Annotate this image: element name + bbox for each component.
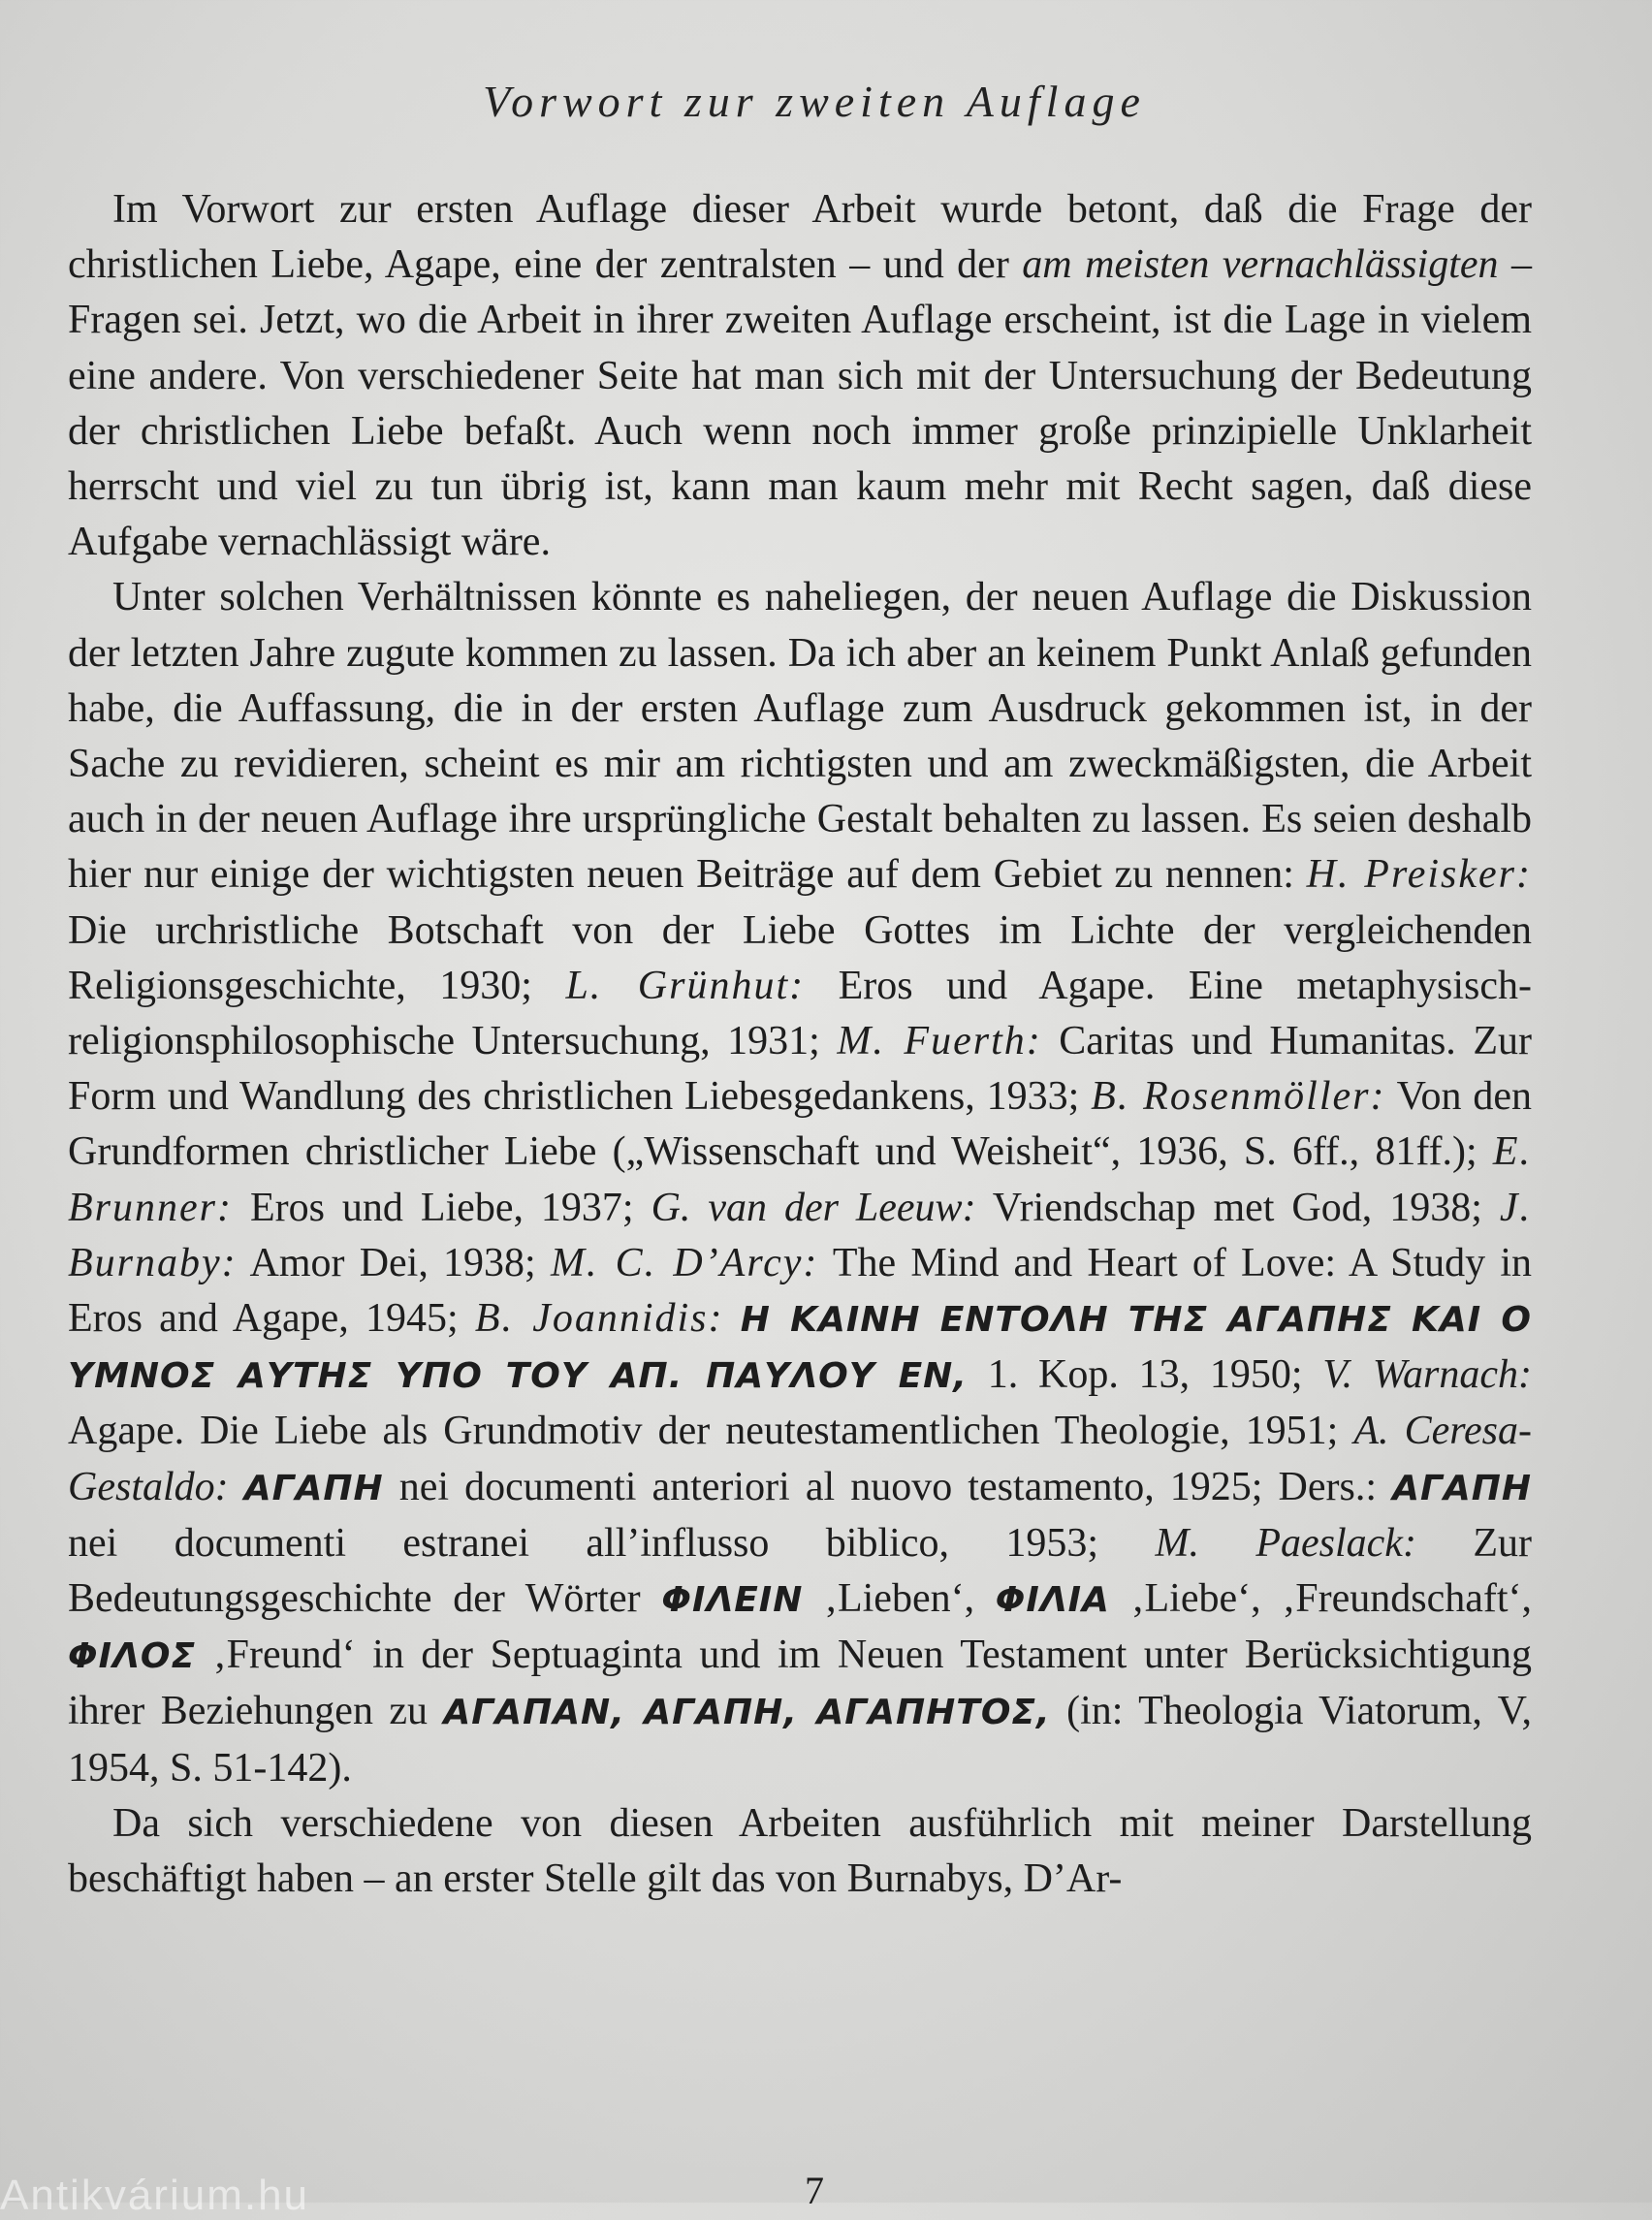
citation-text: Caritas und Humanitas. Zur Form und Wandlung des christlichen Liebesgedankens, 1933; [68,1019,1532,1120]
citation-text: The Mind and Heart of Love: A Study in Eros and Agape, 1945; [68,1240,1533,1342]
paragraph-3: Da sich verschiedene von diesen Arbeiten ausführlich mit meiner Darstellung beschäftigt haben – an erster Stelle gilt das von Burnabys, D’Ar- [68,1800,1532,1902]
author-name: M. C. D’Arcy: [550,1240,819,1285]
text-run: – Fragen sei. Jetzt, wo die Arbeit in ihrer zweiten Auflage erscheint, ist die Lage in vielem eine andere. Von verschiedener Seite hat man sich mit der Untersuchung der Bedeutung der christlichen Liebe befaßt. Auch wenn noch immer große prinzipielle Unklarheit herrscht und viel zu tun übrig ist, kann man kaum mehr mit Recht sagen, daß diese Aufgabe vernachlässigt wäre. [68,242,1532,565]
paragraph-2 [68,570,1532,1795]
greek-word: ΑΓΑΠΗ [243,1468,384,1508]
citation-text: Eros und Agape. Eine metaphysisch-religionsphilosophische Untersuchung, 1931; [68,963,1532,1064]
paragraph-1 [68,182,1532,570]
citation-text: Eros und Liebe, 1937; [232,1185,651,1230]
text-run: Unter solchen Verhältnissen könnte es naheliegen, der neuen Auflage die Diskussion der letzten Jahre zugute kommen zu lassen. Da ich aber an keinem Punkt Anlaß gefunden habe, die Auffassung, die in der ersten Auflage zum Ausdruck gekommen ist, in der Sache zu revidieren, scheint es mir am richtigsten und am zweckmäßigsten, die Arbeit auch in der neuen Auflage ihre ursprüngliche Gestalt behalten zu lassen. Es seien deshalb hier nur einige der wichtigsten neuen Beiträge auf dem Gebiet zu nennen: [68,575,1532,898]
author-name: L. Grünhut: [565,963,806,1008]
citation-text: (in: Theologia Viatorum, V, 1954, S. 51-142). [68,1689,1532,1791]
page-heading: Vorwort zur zweiten Auflage [483,77,1146,126]
author-name: M. Paeslack: [1155,1520,1416,1566]
author-name: B. Joannidis: [474,1296,724,1342]
text-run: Im Vorwort zur ersten Auflage dieser Arbeit wurde betont, daß die Frage der christlichen Liebe, Agape, eine der zentralsten – und der [68,187,1532,288]
emphasis-text: am meisten vernachlässigten [1022,242,1499,288]
citation-text: nei documenti estranei all’influsso biblico, 1953; [68,1520,1156,1566]
citation-text: ‚Liebe‘, ‚Freundschaft‘, [1109,1576,1532,1622]
page-number: 7 [805,2169,824,2212]
author-name: G. van der Leeuw: [651,1185,976,1230]
author-name: M. Fuerth: [837,1019,1042,1064]
citation-text: Zur Bedeutungsgeschichte der Wörter [68,1520,1532,1622]
author-name: A. Ceresa-Gestaldo: [68,1409,1532,1509]
author-name: J. Burnaby: [68,1185,1532,1285]
author-name: V. Warnach: [1322,1352,1532,1398]
author-name: B. Rosenmöller: [1091,1074,1386,1120]
citation-text: 1. Kop. 13, 1950; [967,1352,1323,1398]
author-name: H. Preisker: [1306,852,1533,898]
citation-text: Von den Grundformen christlicher Liebe („Wissenschaft und Weisheit“, 1936, S. 6ff., 81ff.); [68,1074,1532,1175]
greek-word: ΑΓΑΠΑΝ, ΑΓΑΠΗ, ΑΓΑΠΗΤΟΣ, [443,1693,1051,1733]
citation-text: Vriendschap met God, 1938; [975,1185,1500,1230]
greek-word: ΦΙΛΙΑ [995,1580,1110,1621]
greek-title: Η ΚΑΙΝΗ ΕΝΤΟΛΗ ΤΗΣ ΑΓΑΠΗΣ ΚΑΙ Ο ΥΜΝΟΣ ΑΥΤΗΣ ΥΠΟ ΤΟΥ ΑΠ. ΠΑΥΛΟΥ ΕΝ, [68,1300,1533,1397]
citation-text: ‚Lieben‘, [803,1576,996,1622]
citation-text: ‚Freund‘ in der Septuaginta und im Neuen Testament unter Berücksichtigung ihrer Beziehungen zu [68,1633,1532,1734]
citation-text: nei documenti anteriori al nuovo testamento, 1925; Ders.: [383,1464,1393,1509]
greek-word: ΑΓΑΠΗ [1392,1468,1532,1508]
greek-word: ΦΙΛΕΙΝ [661,1580,804,1621]
body-text [68,182,1532,1907]
watermark: Antikvárium.hu [0,2172,310,2219]
citation-text: Amor Dei, 1938; [237,1240,551,1285]
citation-text: Agape. Die Liebe als Grundmotiv der neutestamentlichen Theologie, 1951; [68,1409,1354,1454]
citation-text: Die urchristliche Botschaft von der Liebe Gottes im Lichte der vergleichenden Religionsgeschichte, 1930; [68,907,1532,1008]
book-page [58,0,1533,2212]
greek-word: ΦΙΛΟΣ [68,1636,197,1677]
author-name: E. Brunner: [68,1129,1532,1230]
